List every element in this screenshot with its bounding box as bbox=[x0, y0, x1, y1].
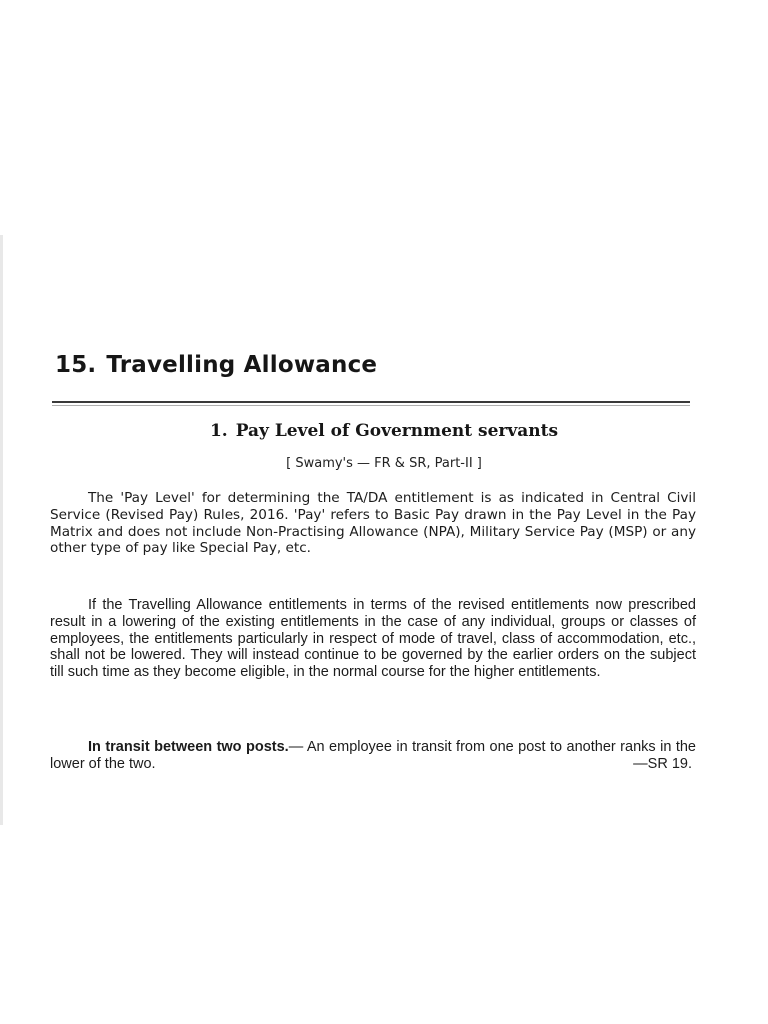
section-title-text: Pay Level of Government servants bbox=[235, 421, 559, 441]
section-number: 1. bbox=[209, 421, 228, 441]
paragraph-pay-level bbox=[50, 490, 696, 557]
paragraph-pay-level-text: The 'Pay Level' for determining the TA/DA entitlement is as indicated in Central Civil Service (Revised Pay) Rules, 2016. 'Pay' refers to Basic Pay drawn in the Pay Level in the Pay Matrix and does not include Non-Practising Allowance (NPA), Military Service Pay (MSP) or any other type of pay like Special Pay, etc. bbox=[50, 490, 696, 557]
source-reference: [ Swamy's — FR & SR, Part-II ] bbox=[286, 456, 482, 471]
paragraph-entitlements-text: If the Travelling Allowance entitlements in terms of the revised entitlements now prescribed result in a lowering of the existing entitlements in the case of any individual, groups or classes of employees, the entitlements particularly in respect of mode of travel, class of accommodation, etc., shall not be lowered. They will instead continue to be governed by the earlier orders on the subject till such time as they become eligible, in the normal course for the higher entitlements. bbox=[50, 597, 696, 681]
chapter-rule bbox=[52, 401, 690, 403]
chapter-title bbox=[55, 352, 377, 378]
chapter-number: 15. bbox=[55, 352, 97, 378]
rule-citation: —SR 19. bbox=[633, 755, 692, 772]
transit-heading: In transit between two posts. bbox=[88, 739, 289, 755]
chapter-rule-thin bbox=[52, 405, 690, 406]
transit-text: — An employee in transit from one post to another ranks in the lower of the two. bbox=[50, 739, 696, 772]
page-edge bbox=[0, 235, 3, 825]
paragraph-entitlements bbox=[50, 597, 696, 681]
paragraph-transit bbox=[50, 739, 696, 773]
chapter-title-text: Travelling Allowance bbox=[106, 352, 378, 378]
section-title bbox=[0, 421, 768, 441]
